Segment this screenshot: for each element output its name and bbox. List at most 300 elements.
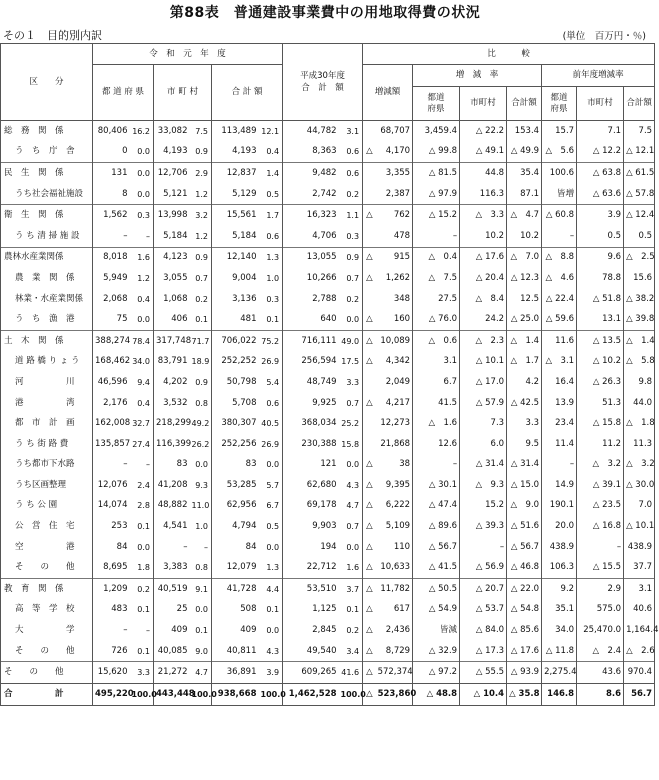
pct-todofuken: 1.2 xyxy=(130,268,154,289)
table-row xyxy=(1,413,655,434)
rate-shichoson: △ 20.7 xyxy=(460,579,507,600)
val-shichoson: 5,184 xyxy=(154,226,190,247)
rate-todofuken: △ 81.5 xyxy=(413,163,460,184)
prev-shichoson: △ 12.2 xyxy=(577,142,624,163)
prev-todofuken: 9.2 xyxy=(542,579,577,600)
val-h30: 230,388 xyxy=(283,434,339,455)
pct-h30: 0.9 xyxy=(339,247,363,268)
pct-todofuken: 0.3 xyxy=(130,205,154,226)
rate-gokei: △ 9.0 xyxy=(507,496,542,517)
prev-gokei: △ 12.4 xyxy=(624,205,655,226)
val-todofuken: 14,074 xyxy=(93,496,130,517)
prev-gokei: △ 3.2 xyxy=(624,455,655,476)
val-gokei: 5,708 xyxy=(212,393,259,414)
val-h30: 9,482 xyxy=(283,163,339,184)
rate-shichoson: △ 39.3 xyxy=(460,516,507,537)
zogengaku-sign: △ xyxy=(363,455,376,476)
pct-h30: 1.6 xyxy=(339,557,363,578)
table-row xyxy=(1,205,655,226)
rate-gokei: △ 56.7 xyxy=(507,537,542,558)
table-row xyxy=(1,268,655,289)
zogengaku: 4,342 xyxy=(376,352,413,373)
zogengaku-sign: △ xyxy=(363,684,376,706)
prev-shichoson: △ 23.5 xyxy=(577,496,624,517)
row-label: そ の 他 xyxy=(1,641,93,662)
val-gokei: 12,140 xyxy=(212,247,259,268)
prev-gokei: 438.9 xyxy=(624,537,655,558)
rate-todofuken: 12.6 xyxy=(413,434,460,455)
rate-shichoson: 24.2 xyxy=(460,309,507,330)
val-todofuken: 15,620 xyxy=(93,662,130,684)
rate-shichoson: 15.2 xyxy=(460,496,507,517)
rate-todofuken: 3.1 xyxy=(413,352,460,373)
val-shichoson: 40,519 xyxy=(154,579,190,600)
prev-todofuken: 34.0 xyxy=(542,620,577,641)
prev-shichoson: 575.0 xyxy=(577,600,624,621)
rate-todofuken: △ 97.9 xyxy=(413,184,460,205)
val-h30: 2,742 xyxy=(283,184,339,205)
pct-shichoson: 18.9 xyxy=(190,352,212,373)
prev-gokei: 3.1 xyxy=(624,579,655,600)
rate-gokei: 12.5 xyxy=(507,289,542,310)
zogengaku-sign: △ xyxy=(363,475,376,496)
rate-gokei: △ 1.4 xyxy=(507,330,542,351)
pct-todofuken: 3.3 xyxy=(130,662,154,684)
zogengaku: 523,860 xyxy=(376,684,413,706)
val-todofuken: 75 xyxy=(93,309,130,330)
table-row xyxy=(1,434,655,455)
val-gokei: 4,794 xyxy=(212,516,259,537)
prev-todofuken: △ 8.8 xyxy=(542,247,577,268)
pct-h30: 0.6 xyxy=(339,163,363,184)
pct-gokei: 4.3 xyxy=(259,641,283,662)
prev-gokei: 7.0 xyxy=(624,496,655,517)
table-row xyxy=(1,579,655,600)
rate-shichoson: △ 10.1 xyxy=(460,352,507,373)
val-gokei: 409 xyxy=(212,620,259,641)
table-row xyxy=(1,247,655,268)
pct-shichoson: 0.0 xyxy=(190,455,212,476)
prev-todofuken: △ 5.6 xyxy=(542,142,577,163)
table-row xyxy=(1,475,655,496)
zogengaku: 617 xyxy=(376,600,413,621)
val-shichoson: 4,193 xyxy=(154,142,190,163)
val-shichoson: 83 xyxy=(154,455,190,476)
val-h30: 8,363 xyxy=(283,142,339,163)
pct-todofuken: 34.0 xyxy=(130,352,154,373)
prev-shichoson: 43.6 xyxy=(577,662,624,684)
pct-shichoson: 0.2 xyxy=(190,289,212,310)
pct-gokei: 40.5 xyxy=(259,413,283,434)
pct-shichoson: 9.3 xyxy=(190,475,212,496)
zogengaku-sign: △ xyxy=(363,247,376,268)
rate-gokei: △ 49.9 xyxy=(507,142,542,163)
pct-gokei: 6.7 xyxy=(259,496,283,517)
rate-todofuken: △ 7.5 xyxy=(413,268,460,289)
unit-note: (単位 百万円・％) xyxy=(562,31,646,42)
pct-shichoson: 4.7 xyxy=(190,662,212,684)
val-todofuken: 726 xyxy=(93,641,130,662)
pct-todofuken: 2.4 xyxy=(130,475,154,496)
val-shichoson: 409 xyxy=(154,620,190,641)
prev-gokei: △ 38.2 xyxy=(624,289,655,310)
prev-todofuken: 皆増 xyxy=(542,184,577,205)
val-h30: 640 xyxy=(283,309,339,330)
table-row xyxy=(1,537,655,558)
rate-todofuken: 皆減 xyxy=(413,620,460,641)
zogengaku-sign xyxy=(363,413,376,434)
prev-todofuken: 16.4 xyxy=(542,372,577,393)
prev-todofuken: △ 3.1 xyxy=(542,352,577,373)
pct-todofuken: 0.0 xyxy=(130,142,154,163)
val-shichoson: 4,123 xyxy=(154,247,190,268)
rate-shichoson: △ 55.5 xyxy=(460,662,507,684)
row-label: 都 市 計 画 xyxy=(1,413,93,434)
pct-shichoson: 9.0 xyxy=(190,641,212,662)
rate-todofuken: △ 50.5 xyxy=(413,579,460,600)
prev-shichoson: △ 15.8 xyxy=(577,413,624,434)
pct-todofuken: – xyxy=(130,455,154,476)
zogengaku: 478 xyxy=(376,226,413,247)
row-label: 合 計 xyxy=(1,684,93,706)
pct-gokei: 26.9 xyxy=(259,434,283,455)
rate-gokei: △ 46.8 xyxy=(507,557,542,578)
header-rate-shichoson: 市町村 xyxy=(460,87,507,121)
val-gokei: 40,811 xyxy=(212,641,259,662)
rate-shichoson: △ 53.7 xyxy=(460,600,507,621)
row-label: 道 路 橋 り ょ う xyxy=(1,352,93,373)
zogengaku: 11,782 xyxy=(376,579,413,600)
rate-gokei: △ 4.7 xyxy=(507,205,542,226)
val-h30: 13,055 xyxy=(283,247,339,268)
pct-todofuken: 32.7 xyxy=(130,413,154,434)
val-todofuken: 131 xyxy=(93,163,130,184)
zogengaku: 38 xyxy=(376,455,413,476)
val-todofuken: 12,076 xyxy=(93,475,130,496)
rate-todofuken: △ 76.0 xyxy=(413,309,460,330)
val-h30: 1,462,528 xyxy=(283,684,339,706)
pct-gokei: 1.3 xyxy=(259,247,283,268)
val-shichoson: 41,208 xyxy=(154,475,190,496)
row-label: 農 業 関 係 xyxy=(1,268,93,289)
rate-shichoson: 7.3 xyxy=(460,413,507,434)
val-h30: 44,782 xyxy=(283,121,339,142)
rate-gokei: 3.3 xyxy=(507,413,542,434)
rate-gokei: △ 42.5 xyxy=(507,393,542,414)
pct-h30: 25.2 xyxy=(339,413,363,434)
pct-h30: 15.8 xyxy=(339,434,363,455)
pct-h30: 0.7 xyxy=(339,268,363,289)
prev-gokei: 7.5 xyxy=(624,121,655,142)
rate-gokei: △ 35.8 xyxy=(507,684,542,706)
rate-shichoson: △ 17.6 xyxy=(460,247,507,268)
rate-todofuken: 3,459.4 xyxy=(413,121,460,142)
pct-shichoson: 0.1 xyxy=(190,309,212,330)
pct-h30: 0.3 xyxy=(339,226,363,247)
val-shichoson: 317,748 xyxy=(154,330,190,351)
pct-todofuken: 16.2 xyxy=(130,121,154,142)
val-gokei: 481 xyxy=(212,309,259,330)
header-prev-gokei: 合計額 xyxy=(624,87,655,121)
row-label: う ち 街 路 費 xyxy=(1,434,93,455)
val-h30: 121 xyxy=(283,455,339,476)
val-shichoson: 3,532 xyxy=(154,393,190,414)
zogengaku-sign: △ xyxy=(363,268,376,289)
pct-h30: 0.6 xyxy=(339,142,363,163)
val-todofuken: 135,857 xyxy=(93,434,130,455)
rate-gokei: △ 12.3 xyxy=(507,268,542,289)
rate-gokei: △ 93.9 xyxy=(507,662,542,684)
prev-gokei: △ 2.5 xyxy=(624,247,655,268)
pct-todofuken: 9.4 xyxy=(130,372,154,393)
prev-todofuken: 100.6 xyxy=(542,163,577,184)
prev-shichoson: 7.1 xyxy=(577,121,624,142)
rate-shichoson: △ 20.4 xyxy=(460,268,507,289)
val-gokei: 4,193 xyxy=(212,142,259,163)
pct-h30: 3.4 xyxy=(339,641,363,662)
zogengaku: 8,729 xyxy=(376,641,413,662)
zogengaku-sign: △ xyxy=(363,142,376,163)
pct-shichoson: 9.1 xyxy=(190,579,212,600)
pct-todofuken: 27.4 xyxy=(130,434,154,455)
val-shichoson: 1,068 xyxy=(154,289,190,310)
prev-shichoson: 11.2 xyxy=(577,434,624,455)
rate-shichoson: △ 84.0 xyxy=(460,620,507,641)
rate-shichoson: △ 31.4 xyxy=(460,455,507,476)
table-row xyxy=(1,121,655,142)
zogengaku: 10,089 xyxy=(376,330,413,351)
prev-gokei: 15.6 xyxy=(624,268,655,289)
prev-gokei: 37.7 xyxy=(624,557,655,578)
val-gokei: 5,129 xyxy=(212,184,259,205)
val-gokei: 62,956 xyxy=(212,496,259,517)
pct-shichoson: 100.0 xyxy=(190,684,212,706)
pct-shichoson: 1.2 xyxy=(190,226,212,247)
zogengaku-sign: △ xyxy=(363,352,376,373)
table-row xyxy=(1,184,655,205)
rate-shichoson: △ 56.9 xyxy=(460,557,507,578)
pct-todofuken: 0.0 xyxy=(130,537,154,558)
rate-gokei: 153.4 xyxy=(507,121,542,142)
val-shichoson: 13,998 xyxy=(154,205,190,226)
rate-gokei: △ 51.6 xyxy=(507,516,542,537)
rate-gokei: △ 17.6 xyxy=(507,641,542,662)
val-shichoson: 83,791 xyxy=(154,352,190,373)
val-gokei: 252,256 xyxy=(212,434,259,455)
rate-shichoson: 6.0 xyxy=(460,434,507,455)
val-gokei: 5,184 xyxy=(212,226,259,247)
zogengaku-sign: △ xyxy=(363,557,376,578)
table-row xyxy=(1,163,655,184)
val-shichoson: 40,085 xyxy=(154,641,190,662)
val-todofuken: 1,209 xyxy=(93,579,130,600)
pct-todofuken: 2.8 xyxy=(130,496,154,517)
pct-h30: 0.2 xyxy=(339,289,363,310)
zogengaku-sign: △ xyxy=(363,579,376,600)
pct-shichoson: 0.0 xyxy=(190,600,212,621)
rate-gokei: 9.5 xyxy=(507,434,542,455)
pct-h30: 17.5 xyxy=(339,352,363,373)
val-shichoson: 3,383 xyxy=(154,557,190,578)
pct-gokei: 5.7 xyxy=(259,475,283,496)
row-label: う ち 清 掃 施 設 xyxy=(1,226,93,247)
pct-h30: 3.3 xyxy=(339,372,363,393)
rate-todofuken: – xyxy=(413,226,460,247)
table-row xyxy=(1,372,655,393)
val-shichoson: 3,055 xyxy=(154,268,190,289)
prev-gokei: △ 39.8 xyxy=(624,309,655,330)
prev-todofuken: 35.1 xyxy=(542,600,577,621)
rate-todofuken: △ 32.9 xyxy=(413,641,460,662)
total-row xyxy=(1,684,655,706)
row-label: 農林水産業関係 xyxy=(1,247,93,268)
pct-gokei: 0.6 xyxy=(259,226,283,247)
val-todofuken: 8,695 xyxy=(93,557,130,578)
zogengaku-sign xyxy=(363,184,376,205)
rate-todofuken: 27.5 xyxy=(413,289,460,310)
zogengaku: 21,868 xyxy=(376,434,413,455)
zogengaku: 3,355 xyxy=(376,163,413,184)
table-row xyxy=(1,620,655,641)
zogengaku-sign: △ xyxy=(363,330,376,351)
pct-shichoson: 7.5 xyxy=(190,121,212,142)
table-row xyxy=(1,142,655,163)
val-h30: 194 xyxy=(283,537,339,558)
pct-gokei: 1.3 xyxy=(259,557,283,578)
rate-todofuken: 41.5 xyxy=(413,393,460,414)
prev-todofuken: △ 11.8 xyxy=(542,641,577,662)
prev-shichoson: 0.5 xyxy=(577,226,624,247)
rate-todofuken: △ 41.5 xyxy=(413,557,460,578)
rate-todofuken: △ 0.4 xyxy=(413,247,460,268)
zogengaku: 572,374 xyxy=(376,662,413,684)
rate-shichoson: △ 10.4 xyxy=(460,684,507,706)
pct-gokei: 0.4 xyxy=(259,142,283,163)
val-h30: 1,125 xyxy=(283,600,339,621)
pct-gokei: 4.4 xyxy=(259,579,283,600)
pct-shichoson: 0.9 xyxy=(190,142,212,163)
prev-todofuken: 15.7 xyxy=(542,121,577,142)
prev-gokei: 970.4 xyxy=(624,662,655,684)
val-gokei: 12,837 xyxy=(212,163,259,184)
zogengaku-sign: △ xyxy=(363,537,376,558)
data-table xyxy=(0,43,659,706)
prev-todofuken: 438.9 xyxy=(542,537,577,558)
prev-gokei: 56.7 xyxy=(624,684,655,706)
val-shichoson: 4,202 xyxy=(154,372,190,393)
rate-todofuken: △ 1.6 xyxy=(413,413,460,434)
rate-gokei: △ 22.0 xyxy=(507,579,542,600)
rate-shichoson: 44.8 xyxy=(460,163,507,184)
prev-gokei: 44.0 xyxy=(624,393,655,414)
zogengaku-sign: △ xyxy=(363,393,376,414)
pct-todofuken: 0.0 xyxy=(130,309,154,330)
pct-todofuken: 0.1 xyxy=(130,641,154,662)
rate-todofuken: △ 99.8 xyxy=(413,142,460,163)
table-row xyxy=(1,330,655,351)
val-todofuken: – xyxy=(93,455,130,476)
zogengaku: 110 xyxy=(376,537,413,558)
val-shichoson: 218,299 xyxy=(154,413,190,434)
val-h30: 716,111 xyxy=(283,330,339,351)
table-row xyxy=(1,557,655,578)
pct-h30: 49.0 xyxy=(339,330,363,351)
rate-todofuken: △ 30.1 xyxy=(413,475,460,496)
pct-h30: 41.6 xyxy=(339,662,363,684)
zogengaku: 160 xyxy=(376,309,413,330)
zogengaku-sign: △ xyxy=(363,662,376,684)
prev-todofuken: 106.3 xyxy=(542,557,577,578)
zogengaku-sign xyxy=(363,121,376,142)
val-todofuken: 495,220 xyxy=(93,684,130,706)
pct-todofuken: 1.8 xyxy=(130,557,154,578)
zogengaku-sign: △ xyxy=(363,641,376,662)
val-h30: 53,510 xyxy=(283,579,339,600)
pct-gokei: 3.9 xyxy=(259,662,283,684)
rate-todofuken: △ 15.2 xyxy=(413,205,460,226)
val-shichoson: – xyxy=(154,537,190,558)
rate-shichoson: △ 2.3 xyxy=(460,330,507,351)
pct-h30: 0.0 xyxy=(339,455,363,476)
row-label: 衛 生 関 係 xyxy=(1,205,93,226)
pct-h30: 0.0 xyxy=(339,309,363,330)
val-gokei: 706,022 xyxy=(212,330,259,351)
row-label: 大 学 xyxy=(1,620,93,641)
pct-gokei: 0.0 xyxy=(259,620,283,641)
prev-shichoson: 51.3 xyxy=(577,393,624,414)
header-prev-todofuken: 都道 府県 xyxy=(542,87,577,121)
table-body xyxy=(1,121,659,706)
header-zogen-ritsu: 増 減 率 xyxy=(413,65,542,87)
prev-shichoson: 3.9 xyxy=(577,205,624,226)
rate-shichoson: △ 9.3 xyxy=(460,475,507,496)
prev-shichoson: △ 26.3 xyxy=(577,372,624,393)
table-row xyxy=(1,455,655,476)
rate-todofuken: △ 97.2 xyxy=(413,662,460,684)
val-shichoson: 33,082 xyxy=(154,121,190,142)
rate-shichoson: △ 17.0 xyxy=(460,372,507,393)
zogengaku-sign xyxy=(363,226,376,247)
val-gokei: 15,561 xyxy=(212,205,259,226)
val-shichoson: 12,706 xyxy=(154,163,190,184)
pct-shichoson: 0.7 xyxy=(190,268,212,289)
prev-gokei: 0.5 xyxy=(624,226,655,247)
prev-todofuken: 20.0 xyxy=(542,516,577,537)
rate-todofuken: △ 54.9 xyxy=(413,600,460,621)
pct-gokei: 26.9 xyxy=(259,352,283,373)
pct-todofuken: 78.4 xyxy=(130,330,154,351)
val-h30: 49,540 xyxy=(283,641,339,662)
pct-h30: 0.7 xyxy=(339,393,363,414)
val-gokei: 50,798 xyxy=(212,372,259,393)
zogengaku: 9,395 xyxy=(376,475,413,496)
prev-shichoson: △ 3.2 xyxy=(577,455,624,476)
table-row xyxy=(1,662,655,684)
prev-shichoson: △ 51.8 xyxy=(577,289,624,310)
rate-gokei: △ 1.7 xyxy=(507,352,542,373)
zogengaku: 762 xyxy=(376,205,413,226)
rate-gokei: △ 31.4 xyxy=(507,455,542,476)
val-h30: 22,712 xyxy=(283,557,339,578)
prev-gokei: △ 1.8 xyxy=(624,413,655,434)
val-h30: 62,680 xyxy=(283,475,339,496)
page-title: 第88表 普通建設事業費中の用地取得費の状況 xyxy=(169,5,481,21)
pct-todofuken: 0.1 xyxy=(130,600,154,621)
prev-todofuken: – xyxy=(542,455,577,476)
pct-h30: 1.1 xyxy=(339,205,363,226)
val-todofuken: – xyxy=(93,620,130,641)
rate-shichoson: 10.2 xyxy=(460,226,507,247)
